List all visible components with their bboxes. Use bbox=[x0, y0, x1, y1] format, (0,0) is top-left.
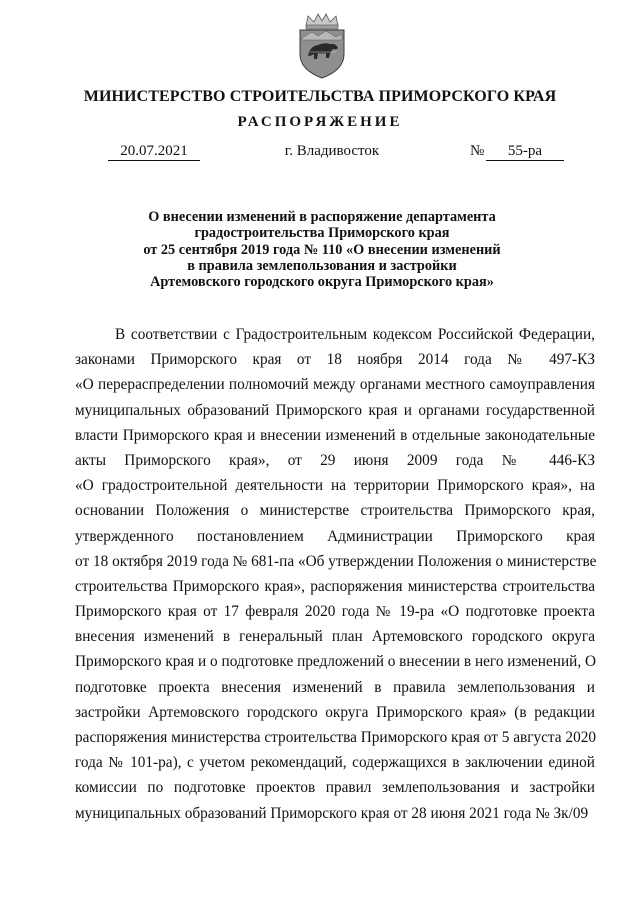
body-line: основании Положения о министерстве строительства Приморского края, bbox=[75, 502, 595, 520]
subject-line: О внесении изменений в распоряжение департамента bbox=[148, 209, 496, 225]
order-body bbox=[75, 322, 595, 826]
order-city: г. Владивосток bbox=[284, 143, 380, 159]
body-line: законами Приморского края от 18 ноября 2014 года № 497-КЗ bbox=[75, 351, 595, 369]
body-line: «О градостроительной деятельности на территории Приморского края», на bbox=[75, 477, 595, 495]
body-line: распоряжения министерства строительства Приморского края от 5 августа 2020 bbox=[75, 729, 597, 746]
ministry-heading: МИНИСТЕРСТВО СТРОИТЕЛЬСТВА ПРИМОРСКОГО КРАЯ bbox=[83, 88, 557, 105]
subject-line: от 25 сентября 2019 года № 110 «О внесении изменений bbox=[143, 241, 501, 258]
body-line: застройки Артемовского городского округа Приморского края» (в редакции bbox=[75, 703, 595, 721]
order-subject bbox=[90, 209, 554, 290]
body-line: В соответствии с Градостроительным кодексом Российской Федерации, bbox=[115, 326, 595, 343]
body-line: власти Приморского края и внесении изменений в отдельные законодательные bbox=[75, 426, 595, 444]
subject-line: градостроительства Приморского края bbox=[194, 225, 450, 242]
body-line: Приморского края и о подготовке предложений о внесении в него изменений, О bbox=[75, 653, 597, 671]
body-line: комиссии по подготовке проектов правил землепользования и застройки bbox=[75, 779, 595, 797]
body-line: от 18 октября 2019 года № 681-па «Об утверждении Положения о министерстве bbox=[75, 552, 597, 570]
body-line: муниципальных образований Приморского края и органами государственной bbox=[75, 401, 595, 419]
order-type-title: РАСПОРЯЖЕНИЕ bbox=[237, 114, 403, 130]
body-line: строительства Приморского края», распоряжения министерства строительства bbox=[75, 577, 595, 595]
crown-icon bbox=[306, 14, 338, 29]
order-number: 55-ра bbox=[486, 142, 564, 161]
body-line: внесения изменений в генеральный план Артемовского городского округа bbox=[75, 628, 595, 646]
order-date: 20.07.2021 bbox=[108, 142, 200, 161]
subject-line: Артемовского городского округа Приморского края» bbox=[150, 274, 494, 291]
body-line: акты Приморского края», от 29 июня 2009 года № 446-КЗ bbox=[75, 451, 595, 469]
body-line: «О перераспределении полномочий между органами местного самоуправления bbox=[75, 376, 595, 394]
body-line: утвержденного постановлением Администрации Приморского края bbox=[75, 527, 595, 545]
body-line: Приморского края от 17 февраля 2020 года № 19-ра «О подготовке проекта bbox=[75, 603, 595, 621]
body-line: подготовке проекта внесения изменений в правила землепользования и bbox=[75, 678, 595, 696]
subject-line: в правила землепользования и застройки bbox=[187, 257, 457, 274]
coat-of-arms-emblem bbox=[296, 12, 348, 80]
body-line: муниципальных образований Приморского края от 28 июня 2021 года № Зк/09 bbox=[75, 804, 589, 822]
order-number-sign: № bbox=[470, 143, 485, 159]
body-line: года № 101-ра), с учетом рекомендаций, содержащихся в заключении единой bbox=[75, 754, 595, 772]
